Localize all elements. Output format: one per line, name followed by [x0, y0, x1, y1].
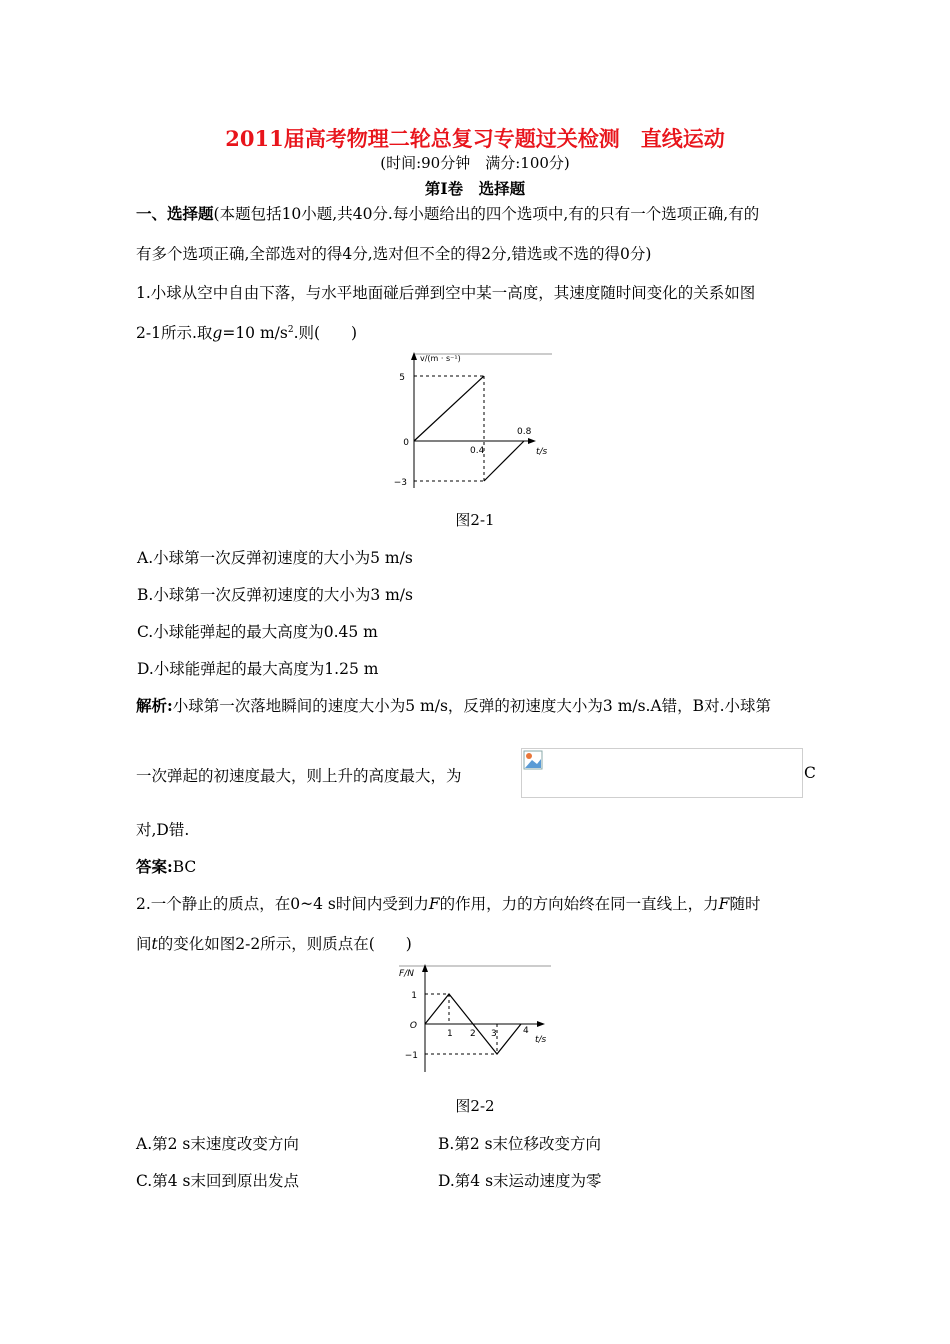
q1-symbol-g: g [212, 324, 223, 342]
q2-stem-line-2 [136, 932, 412, 954]
line-falling-phase [414, 376, 484, 441]
exam-meta: (时间:90分钟 满分:100分) [380, 154, 570, 172]
figure-2-1-velocity-time-graph [362, 350, 562, 495]
section-desc-2: 有多个选项正确,全部选对的得4分,选对但不全的得2分,错选或不选的得0分) [136, 245, 652, 263]
q1-analysis-line-2-end: C [804, 764, 816, 782]
answer-label: 答案: [136, 857, 173, 876]
q2-symbol-F: F [428, 895, 440, 913]
broken-image-icon [523, 750, 543, 770]
y-tick-neg3: −3 [393, 478, 407, 488]
q2-stem-text-3: 随时 [729, 895, 761, 913]
x-axis-label: t/s [536, 447, 548, 457]
q1-stem-text-3: .则( ) [293, 324, 358, 342]
q1-superscript: 2 [287, 324, 294, 335]
analysis-label: 解析: [136, 696, 173, 715]
x-tick-1: 1 [447, 1029, 453, 1039]
q2-option-c: C.第4 s末回到原出发点 [136, 1172, 299, 1190]
y-axis-label: v/(m · s⁻¹) [420, 354, 461, 363]
x-axis-arrow [528, 438, 536, 444]
q1-option-a: A.小球第一次反弹初速度的大小为5 m/s [137, 549, 413, 567]
section-label: 一、选择题 [136, 204, 214, 223]
y-tick-0: 0 [403, 438, 409, 448]
x-tick-2: 2 [470, 1029, 476, 1039]
q1-stem-line-1: 1.小球从空中自由下落，与水平地面碰后弹到空中某一高度，其速度随时间变化的关系如图 [136, 284, 756, 302]
q1-analysis-line-3: 对,D错. [136, 821, 190, 839]
q2-option-a: A.第2 s末速度改变方向 [136, 1135, 299, 1153]
part-heading: 第Ⅰ卷 选择题 [424, 179, 526, 198]
x-tick-4: 4 [523, 1026, 529, 1036]
q2-stem-text-5: 的变化如图2-2所示，则质点在( ) [157, 935, 412, 953]
x-tick-0-4: 0.4 [470, 446, 485, 456]
answer-value: BC [172, 858, 197, 876]
q1-analysis-line-1 [136, 694, 771, 716]
q1-answer [136, 855, 196, 877]
q1-stem-text-2: =10 m/s [222, 324, 288, 342]
y-tick-1: 1 [411, 991, 417, 1001]
y-tick-5: 5 [399, 373, 405, 383]
q2-symbol-F-2: F [718, 895, 730, 913]
q2-stem-text-2: 的作用，力的方向始终在同一直线上，力 [439, 895, 719, 913]
q2-stem-line-1 [136, 892, 814, 914]
q2-stem-text: 2.一个静止的质点，在0~4 s时间内受到力 [136, 895, 429, 913]
q2-symbol-t: t [151, 935, 158, 953]
q1-stem-line-2 [136, 321, 357, 343]
q1-option-d: D.小球能弹起的最大高度为1.25 m [137, 660, 379, 678]
y-axis-label: F/N [399, 969, 414, 979]
document-title: 2011届高考物理二轮总复习专题过关检测 直线运动 [225, 126, 725, 151]
x-axis-arrow [537, 1021, 545, 1027]
q1-analysis-line-2: 一次弹起的初速度最大，则上升的高度最大，为 [136, 767, 462, 785]
x-axis-label: t/s [535, 1035, 547, 1045]
x-tick-0-8: 0.8 [517, 427, 532, 437]
q2-option-b: B.第2 s末位移改变方向 [438, 1135, 602, 1153]
y-tick-neg1: −1 [404, 1051, 418, 1061]
q1-option-b: B.小球第一次反弹初速度的大小为3 m/s [137, 586, 413, 604]
figure-2-2-force-time-graph [365, 962, 560, 1077]
section-desc-1: (本题包括10小题,共40分.每小题给出的四个选项中,有的只有一个选项正确,有的 [213, 205, 760, 223]
figure-2-1-caption: 图2-1 [455, 511, 495, 529]
figure-2-2-caption: 图2-2 [455, 1097, 495, 1115]
q2-option-d: D.第4 s末运动速度为零 [438, 1172, 602, 1190]
formula-image-placeholder [521, 748, 803, 798]
origin-label: O [409, 1021, 417, 1031]
analysis-text-1: 小球第一次落地瞬间的速度大小为5 m/s，反弹的初速度大小为3 m/s.A错，B对.小球第 [172, 697, 772, 715]
q1-stem-text: 2-1所示.取 [136, 324, 213, 342]
y-axis-arrow [411, 352, 417, 360]
q1-option-c: C.小球能弹起的最大高度为0.45 m [137, 623, 378, 641]
y-axis-arrow [422, 964, 428, 972]
x-tick-3: 3 [491, 1029, 497, 1039]
q2-stem-text-4: 间 [136, 935, 152, 953]
section-intro-line-1 [136, 202, 814, 224]
line-rebound-phase [484, 441, 524, 481]
